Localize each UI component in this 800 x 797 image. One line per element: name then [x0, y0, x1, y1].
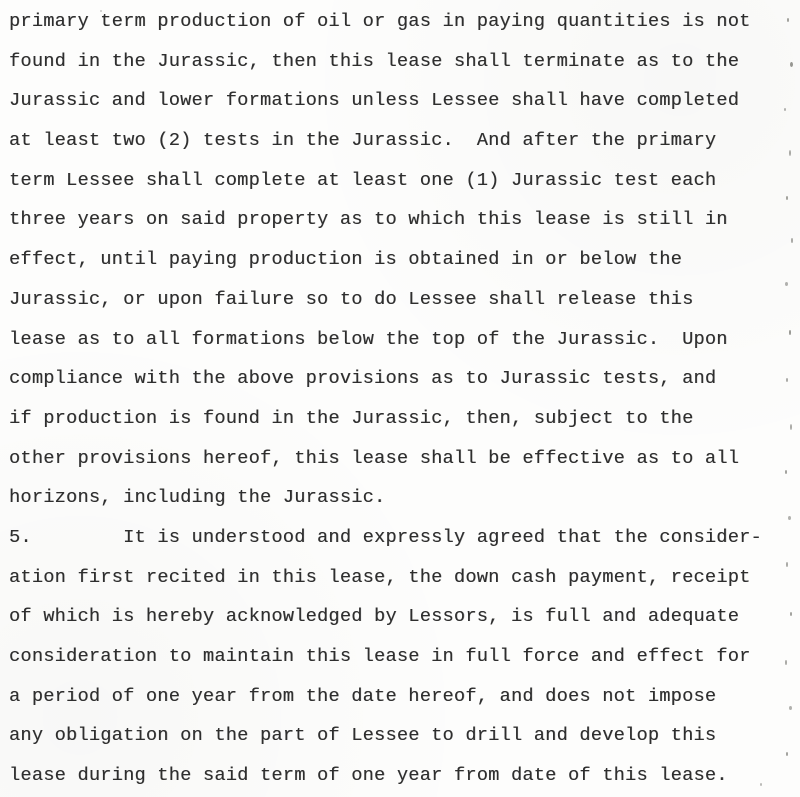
- text-line: found in the Jurassic, then this lease shall terminate as to the: [9, 50, 740, 72]
- scan-speckle: [760, 783, 762, 786]
- scan-speckle: [790, 612, 792, 616]
- scan-speckle: [789, 150, 791, 156]
- text-line: horizons, including the Jurassic.: [9, 487, 386, 509]
- text-line: primary term production of oil or gas in paying quantities is not: [9, 11, 751, 32]
- text-line: if production is found in the Jurassic, then, subject to the: [9, 407, 694, 429]
- text-line: a period of one year from the date hereof, and does not impose: [9, 685, 717, 707]
- scan-speckle: [786, 196, 788, 200]
- text-line: effect, until paying production is obtained in or below the: [9, 249, 683, 271]
- text-line paragraph-5-start: 5. It is understood and expressly agreed that the consider-: [9, 526, 762, 548]
- scan-speckle: [790, 424, 792, 430]
- scan-speckle: [789, 330, 791, 335]
- scan-speckle: [791, 238, 793, 243]
- text-line: at least two (2) tests in the Jurassic. And after the primary: [9, 130, 717, 152]
- scan-speckle: [230, 54, 232, 56]
- scan-speckle: [100, 10, 102, 12]
- text-line: term Lessee shall complete at least one (1) Jurassic test each: [9, 169, 717, 191]
- scan-speckle: [785, 282, 788, 286]
- text-line: other provisions hereof, this lease shall be effective as to all: [9, 447, 740, 469]
- text-line: any obligation on the part of Lessee to drill and develop this: [9, 725, 717, 747]
- text-line: of which is hereby acknowledged by Lessors, is full and adequate: [9, 606, 740, 628]
- scan-speckle: [784, 108, 786, 111]
- text-line: compliance with the above provisions as to Jurassic tests, and: [9, 368, 717, 390]
- text-line: ation first recited in this lease, the down cash payment, receipt: [9, 566, 751, 588]
- text-line: consideration to maintain this lease in full force and effect for: [9, 646, 751, 667]
- text-line: lease as to all formations below the top of the Jurassic. Upon: [9, 328, 728, 350]
- text-line: lease during the said term of one year from date of this lease.: [9, 765, 728, 787]
- scan-speckle: [790, 62, 793, 67]
- scan-speckle: [786, 752, 788, 756]
- text-line: Jurassic and lower formations unless Lessee shall have completed: [9, 90, 740, 112]
- scan-speckle: [789, 706, 792, 710]
- scan-speckle: [785, 660, 787, 665]
- text-line: three years on said property as to which this lease is still in: [9, 209, 728, 231]
- scan-speckle: [786, 378, 788, 382]
- text-line: Jurassic, or upon failure so to do Lessee shall release this: [9, 288, 694, 310]
- scan-speckle: [785, 470, 787, 474]
- scan-speckle: [787, 18, 789, 22]
- scan-speckle: [786, 562, 788, 567]
- scan-speckle: [788, 516, 791, 520]
